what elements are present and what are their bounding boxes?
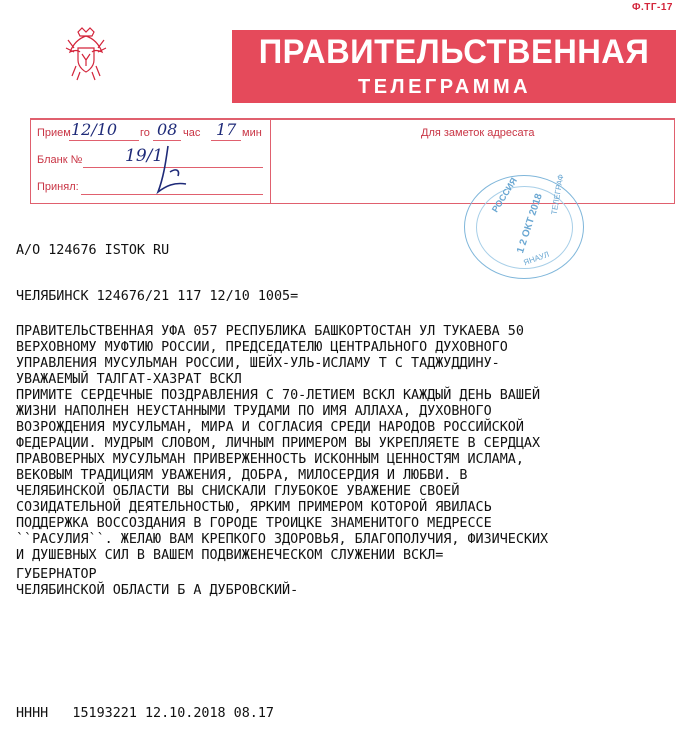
minute-line <box>211 140 241 141</box>
telegram-body-line: ПОДДЕРЖКА ВОССОЗДАНИЯ В ГОРОДЕ ТРОИЦКЕ ЗНАМЕНИТОГО МЕДРЕССЕ <box>16 516 492 531</box>
form-code: Ф.ТГ-17 <box>631 2 673 13</box>
stamp-right-text: ТЕЛЕГРАФ <box>549 173 566 216</box>
telegram-body-line: ПРИМИТЕ СЕРДЕЧНЫЕ ПОЗДРАВЛЕНИЯ С 70-ЛЕТИЕМ ВСКЛ КАЖДЫЙ ДЕНЬ ВАШЕЙ <box>16 388 541 403</box>
postal-stamp <box>464 175 584 279</box>
signature-title: ГУБЕРНАТОР <box>16 567 97 582</box>
telegram-body-line: И ДУШЕВНЫХ СИЛ В ВАШЕМ ПОДВИЖЕНЕЧЕСКОМ СЛУЖЕНИИ ВСКЛ= <box>16 548 444 563</box>
telegram-origin: ЧЕЛЯБИНСК 124676/21 117 12/10 1005= <box>16 289 299 304</box>
signature-icon <box>150 142 194 198</box>
telegram-body-line: УПРАВЛЕНИЯ МУСУЛЬМАН РОССИИ, ШЕЙХ-УЛЬ-ИСЛАМУ Т С ТАДЖУДДИНУ- <box>16 356 500 371</box>
telegram-body-line: ПРАВИТЕЛЬСТВЕННАЯ УФА 057 РЕСПУБЛИКА БАШКОРТОСТАН УЛ ТУКАЕВА 50 <box>16 324 524 339</box>
telegram-routing: А/О 124676 ISTOK RU <box>16 243 170 258</box>
banner-subtitle: ТЕЛЕГРАММА <box>358 76 532 98</box>
blank-value: 19/1 <box>125 146 164 166</box>
reception-form <box>30 118 675 204</box>
hour-label: час <box>183 127 201 139</box>
coat-of-arms-icon <box>64 26 108 82</box>
telegram-body-line: ВЕРХОВНОМУ МУФТИЮ РОССИИ, ПРЕДСЕДАТЕЛЮ ЦЕНТРАЛЬНОГО ДУХОВНОГО <box>16 340 508 355</box>
stamp-date-text: 1 2 ОКТ 2018 <box>515 192 545 255</box>
accepted-label: Принял: <box>37 181 79 193</box>
hour-line <box>153 140 181 141</box>
telegram-body-line: ``РАСУЛИЯ``. ЖЕЛАЮ ВАМ КРЕПКОГО ЗДОРОВЬЯ, БЛАГОПОЛУЧИЯ, ФИЗИЧЕСКИХ <box>16 532 549 547</box>
at-label: го <box>140 127 150 139</box>
telegram-body-line: ФЕДЕРАЦИИ. МУДРЫМ СЛОВОМ, ЛИЧНЫМ ПРИМЕРОМ ВЫ УКРЕПЛЯЕТЕ В СЕРДЦАХ <box>16 436 541 451</box>
form-divider <box>270 120 271 204</box>
notes-label: Для заметок адресата <box>421 127 535 139</box>
received-date-value: 12/10 <box>71 120 118 139</box>
stamp-country-text: РОССИЯ <box>489 175 519 215</box>
telegram-body-line: ЧЕЛЯБИНСКОЙ ОБЛАСТИ ВЫ СНИСКАЛИ ГЛУБОКОЕ УВАЖЕНИЕ СВОЕЙ <box>16 484 460 499</box>
stamp-bottom-text: ЯНАУЛ <box>522 249 551 268</box>
telegram-body-line: ПРАВОВЕРНЫХ МУСУЛЬМАН ПРИВЕРЖЕННОСТЬ ИСКОННЫМ ЦЕННОСТЯМ ИСЛАМА, <box>16 452 524 467</box>
minute-label: мин <box>242 127 262 139</box>
telegram-body-line: СОЗИДАТЕЛЬНОЙ ДЕЯТЕЛЬНОСТЬЮ, ЯРКИМ ПРИМЕРОМ КОТОРОЙ ЯВИЛАСЬ <box>16 500 492 515</box>
received-label: Прием <box>37 127 71 139</box>
telegram-footer: НННН 15193221 12.10.2018 08.17 <box>16 706 274 721</box>
telegram-body-line: ВОЗРОЖДЕНИЯ МУСУЛЬМАН, МИРА И СОГЛАСИЯ СРЕДИ НАРОДОВ РОССИЙСКОЙ <box>16 420 524 435</box>
telegram-body-line: УВАЖАЕМЫЙ ТАЛГАТ-ХАЗРАТ ВСКЛ <box>16 372 242 387</box>
received-date-line <box>69 140 139 141</box>
header-banner <box>232 30 676 103</box>
blank-label: Бланк № <box>37 154 83 166</box>
banner-title: ПРАВИТЕЛЬСТВЕННАЯ <box>258 33 650 71</box>
telegram-body-line: ЖИЗНИ НАПОЛНЕН НЕУСТАННЫМИ ТРУДАМИ ПО ИМЯ АЛЛАХА, ДУХОВНОГО <box>16 404 492 419</box>
hour-value: 08 <box>157 120 178 139</box>
minute-value: 17 <box>216 120 237 139</box>
telegram-body-line: ВЕКОВЫМ ТРАДИЦИЯМ УВАЖЕНИЯ, ДОБРА, МИЛОСЕРДИЯ И ЛЮБВИ. В <box>16 468 468 483</box>
signature-name: ЧЕЛЯБИНСКОЙ ОБЛАСТИ Б А ДУБРОВСКИЙ- <box>16 583 299 598</box>
